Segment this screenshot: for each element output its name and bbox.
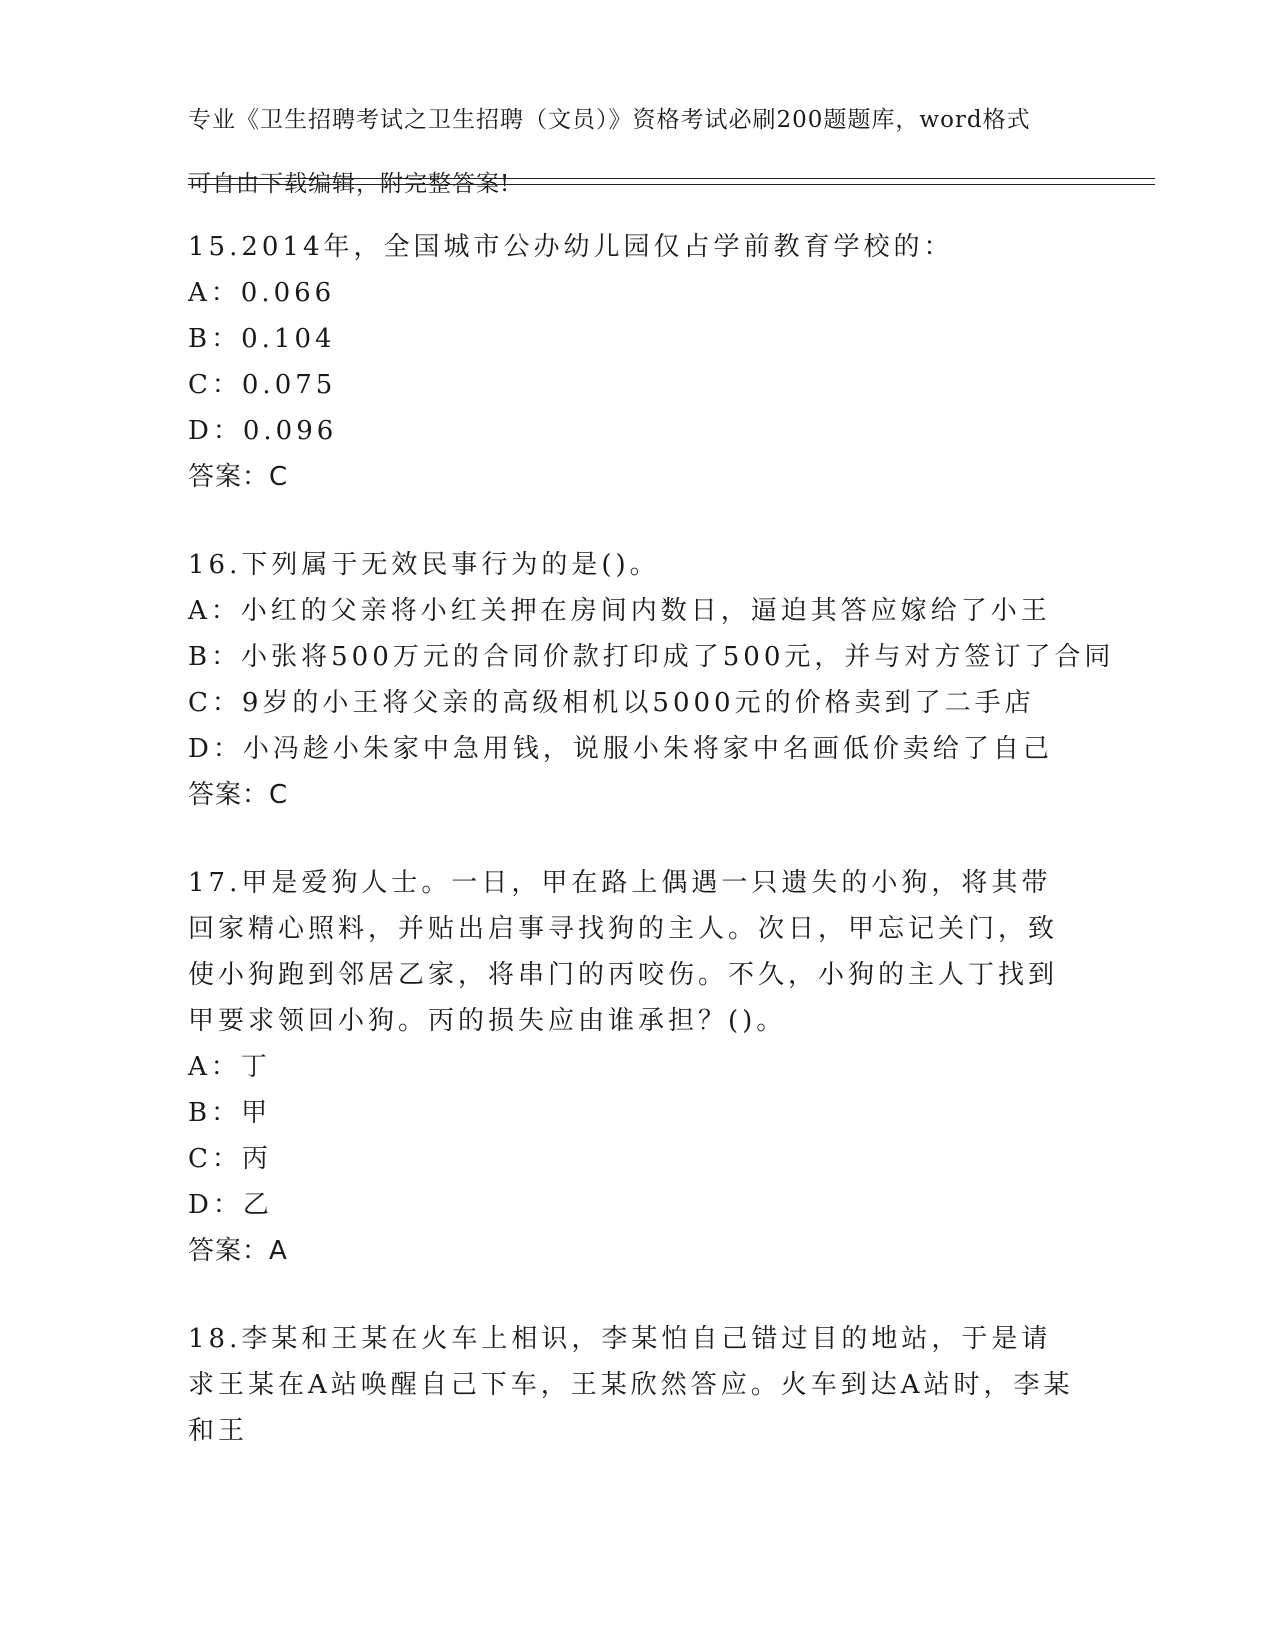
option-b: B：小张将500万元的合同价款打印成了500元，并与对方签订了合同 xyxy=(188,642,1115,672)
document-header xyxy=(188,72,1068,232)
question-list xyxy=(188,224,1115,1496)
option-a: A：小红的父亲将小红关押在房间内数日，逼迫其答应嫁给了小王 xyxy=(188,596,1051,626)
option-d: D：小冯趁小朱家中急用钱，说服小朱将家中名画低价卖给了自己 xyxy=(188,734,1053,764)
header-line-1: 专业《卫生招聘考试之卫生招聘（文员）》资格考试必刷200题题库，word格式 xyxy=(188,107,1031,133)
header-line-2: 可自由下载编辑，附完整答案! xyxy=(188,171,511,197)
option-c: C：0.075 xyxy=(188,370,337,400)
answer: 答案：A xyxy=(188,1236,288,1266)
question-text: 18.李某和王某在火车上相识，李某怕自己错过目的地站，于是请求王某在A站唤醒自己下车，王某欣然答应。火车到达A站时，李某和王 xyxy=(188,1324,1074,1446)
answer: 答案：C xyxy=(188,462,289,492)
question-16 xyxy=(188,542,1115,818)
option-a: A：丁 xyxy=(188,1052,271,1082)
question-text: 16.下列属于无效民事行为的是()。 xyxy=(188,550,660,580)
question-18 xyxy=(188,1316,1078,1454)
question-15 xyxy=(188,224,1078,500)
answer: 答案：C xyxy=(188,780,289,810)
header-divider-top xyxy=(188,178,1155,179)
option-b: B：0.104 xyxy=(188,324,336,354)
option-c: C：9岁的小王将父亲的高级相机以5000元的价格卖到了二手店 xyxy=(188,688,1035,718)
option-d: D：乙 xyxy=(188,1190,273,1220)
question-17 xyxy=(188,860,1078,1274)
option-d: D：0.096 xyxy=(188,416,338,446)
option-a: A：0.066 xyxy=(188,278,336,308)
option-b: B：甲 xyxy=(188,1098,272,1128)
header-divider-bottom xyxy=(188,184,1155,185)
question-text: 15.2014年，全国城市公办幼儿园仅占学前教育学校的： xyxy=(188,232,954,262)
question-text: 17.甲是爱狗人士。一日，甲在路上偶遇一只遗失的小狗，将其带回家精心照料，并贴出启事寻找狗的主人。次日，甲忘记关门，致使小狗跑到邻居乙家，将串门的丙咬伤。不久，小狗的主人丁找到甲要求领回小狗。丙的损失应由谁承担？()。 xyxy=(188,868,1059,1036)
option-c: C：丙 xyxy=(188,1144,272,1174)
